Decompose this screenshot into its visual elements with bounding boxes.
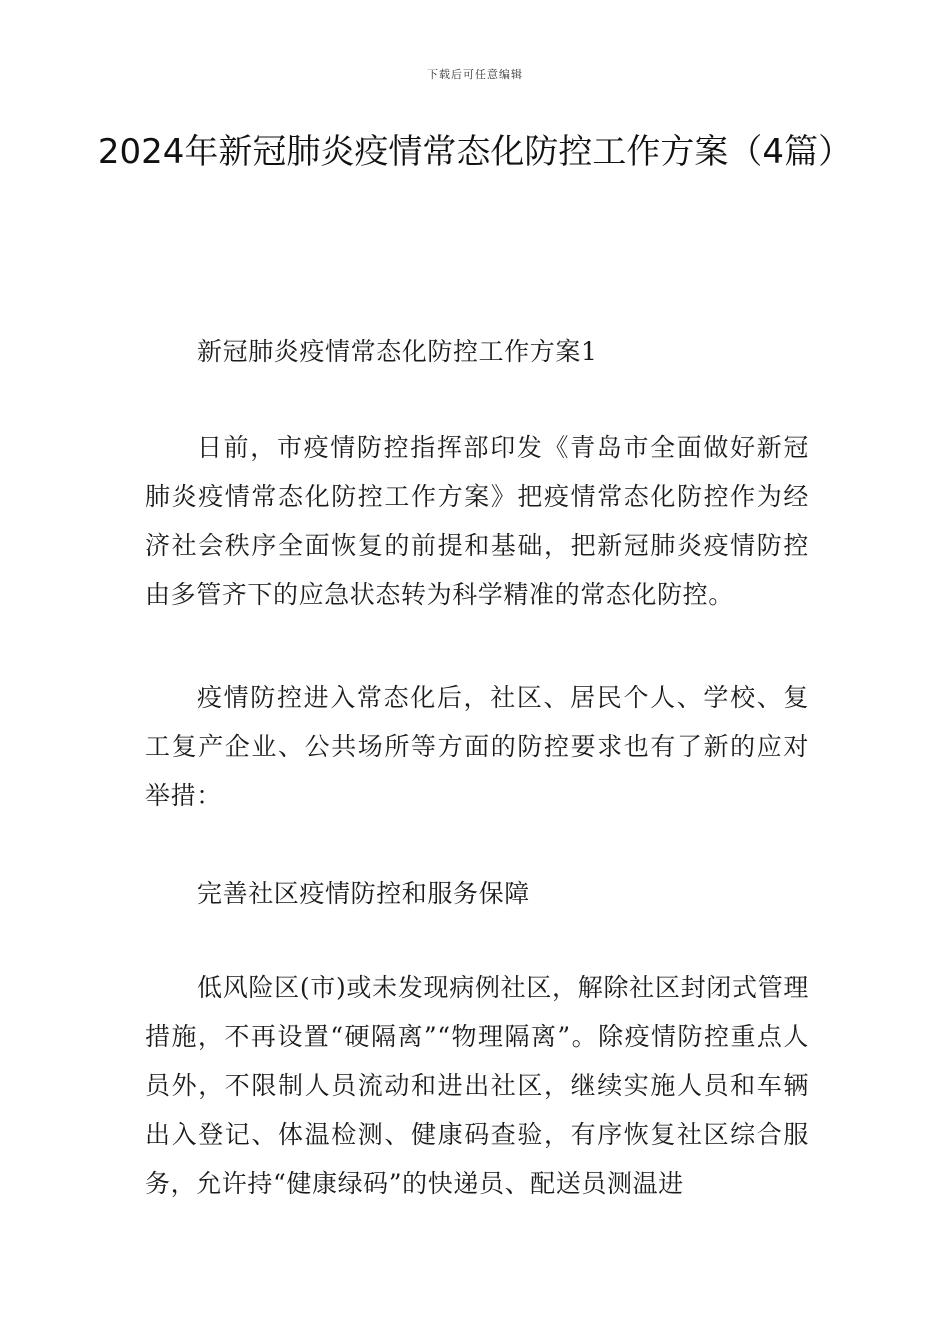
paragraph: 低风险区(市)或未发现病例社区，解除社区封闭式管理措施，不再设置“硬隔离”“物理隔离”。除疫情防控重点人员外，不限制人员流动和进出社区，继续实施人员和车辆出入登记、体温检测、健康码查验，有序恢复社区综合服务，允许持“健康绿码”的快递员、配送员测温进 (145, 973, 809, 1198)
section-heading: 新冠肺炎疫情常态化防控工作方案1 (197, 337, 598, 366)
document-title: 2024年新冠肺炎疫情常态化防控工作方案（4篇） (97, 132, 853, 172)
header-note: 下载后可任意编辑 (427, 68, 523, 81)
paragraph: 疫情防控进入常态化后，社区、居民个人、学校、复工复产企业、公共场所等方面的防控要求也有了新的应对举措： (145, 683, 809, 810)
paragraph: 日前，市疫情防控指挥部印发《青岛市全面做好新冠肺炎疫情常态化防控工作方案》把疫情常态化防控作为经济社会秩序全面恢复的前提和基础，把新冠肺炎疫情防控由多管齐下的应急状态转为科学精准的常态化防控。 (145, 433, 809, 609)
subsection-heading: 完善社区疫情防控和服务保障 (197, 879, 530, 908)
